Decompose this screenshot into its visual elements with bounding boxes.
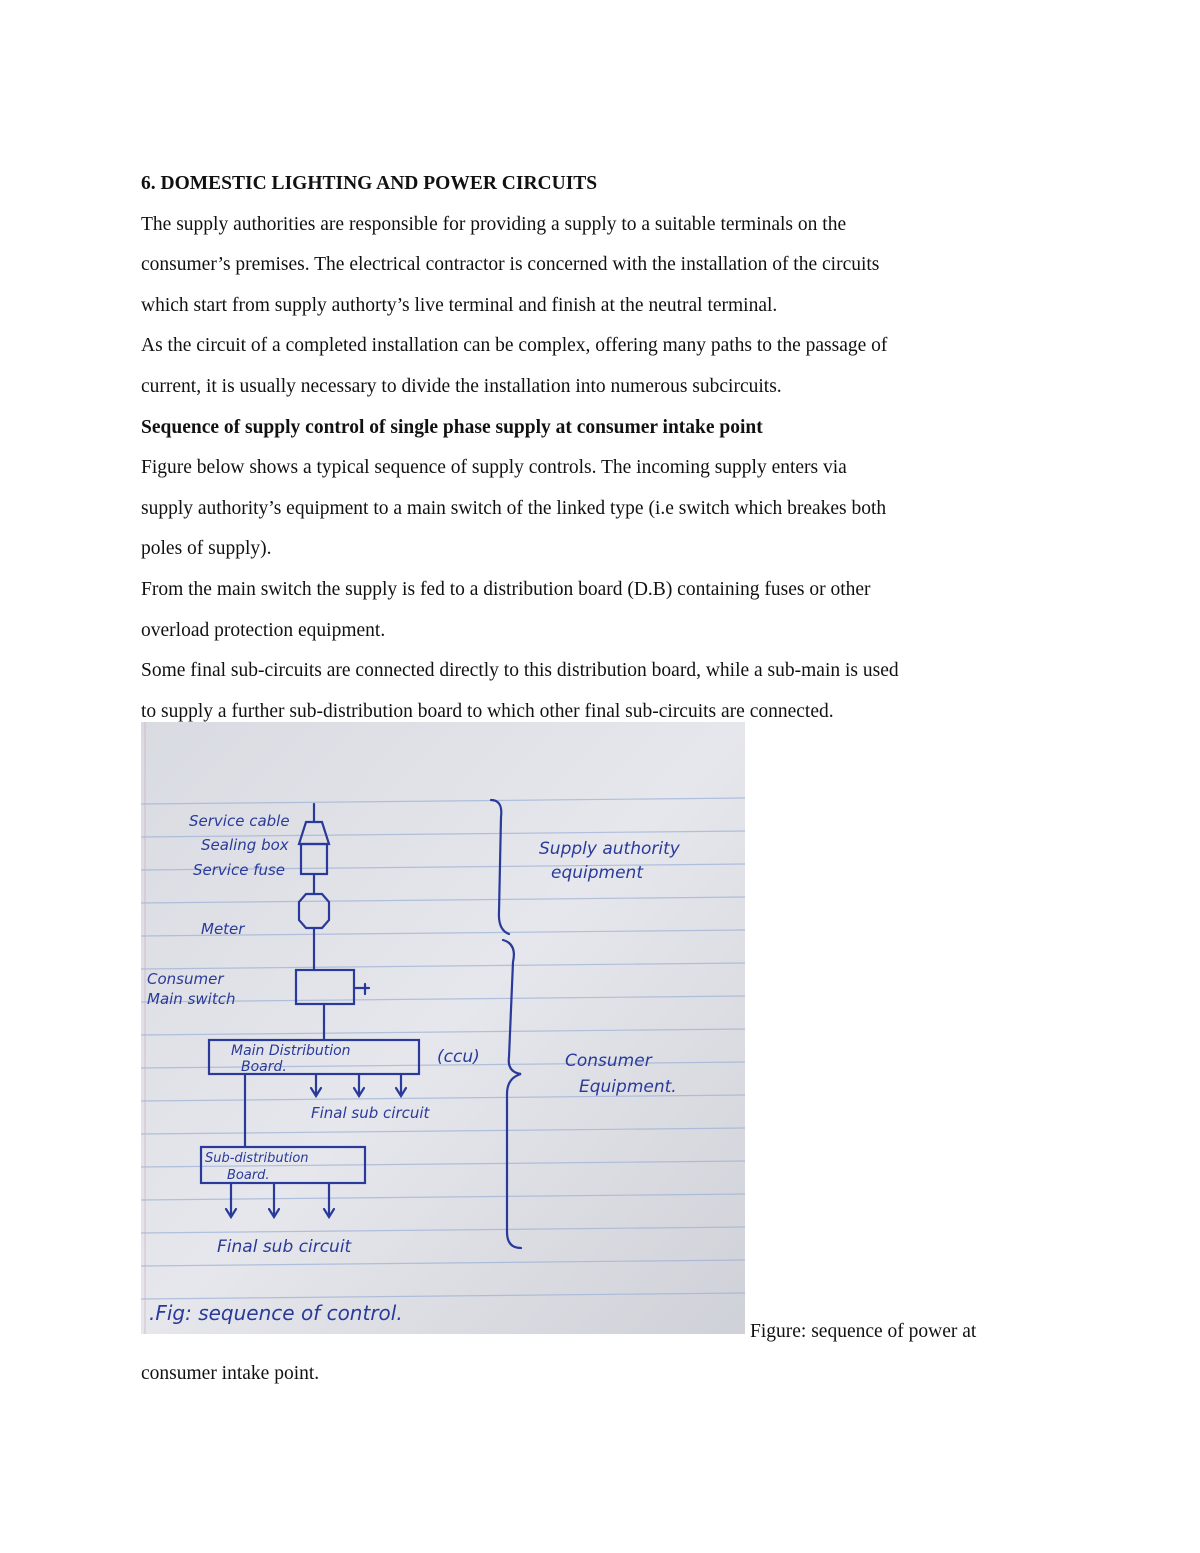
label-fig-caption: .Fig: sequence of control. [149,1301,403,1325]
paragraph-line: overload protection equipment. [141,619,386,641]
paragraph-line: Figure below shows a typical sequence of supply controls. The incoming supply enters via [141,457,847,479]
label-main-db-1: Main Distribution [231,1043,351,1059]
paragraph-line: to supply a further sub-distribution board to which other final sub-circuits are connected. [141,700,834,722]
label-sub-db-1: Sub-distribution [205,1151,309,1166]
handwritten-figure-photo [141,722,745,1334]
paragraph-line: poles of supply). [141,538,272,560]
paragraph-line: From the main switch the supply is fed to a distribution board (D.B) containing fuses or other [141,578,871,600]
label-final-sub-circuit-1: Final sub circuit [311,1104,430,1122]
label-meter: Meter [201,920,245,938]
paragraph-line: supply authority’s equipment to a main switch of the linked type (i.e switch which breakes both [141,497,887,519]
label-service-fuse: Service fuse [193,861,286,879]
label-ccu: (ccu) [437,1047,480,1067]
label-supply-authority-2: equipment [551,863,643,883]
paragraph-line: consumer’s premises. The electrical contractor is concerned with the installation of the circuits [141,254,880,276]
figure-caption-line2: consumer intake point. [141,1363,320,1384]
label-sub-db-2: Board. [227,1168,270,1183]
label-consumer-equipment-2: Equipment. [579,1077,677,1097]
body-text [141,164,1071,732]
paragraph-line: Some final sub-circuits are connected directly to this distribution board, while a sub-main is used [141,660,899,682]
paragraph-line: The supply authorities are responsible for providing a supply to a suitable terminals on the [141,213,847,235]
paragraph-line: As the circuit of a completed installation can be complex, offering many paths to the passage of [141,335,888,357]
label-consumer: Consumer [147,970,224,988]
figure-caption-line1: Figure: sequence of power at [750,1321,977,1342]
label-main-db-2: Board. [241,1059,287,1075]
paragraph-line: current, it is usually necessary to divide the installation into numerous subcircuits. [141,375,782,397]
paragraph-line: which start from supply authorty’s live terminal and finish at the neutral terminal. [141,294,778,316]
label-consumer-equipment-1: Consumer [565,1051,652,1071]
label-service-cable: Service cable [189,812,290,830]
label-supply-authority-1: Supply authority [539,839,680,859]
label-sealing-box: Sealing box [201,836,289,854]
label-final-sub-circuit-2: Final sub circuit [217,1237,352,1257]
section-heading: 6. DOMESTIC LIGHTING AND POWER CIRCUITS [141,173,598,194]
subheading: Sequence of supply control of single phase supply at consumer intake point [141,416,763,438]
label-main-switch: Main switch [147,990,236,1008]
